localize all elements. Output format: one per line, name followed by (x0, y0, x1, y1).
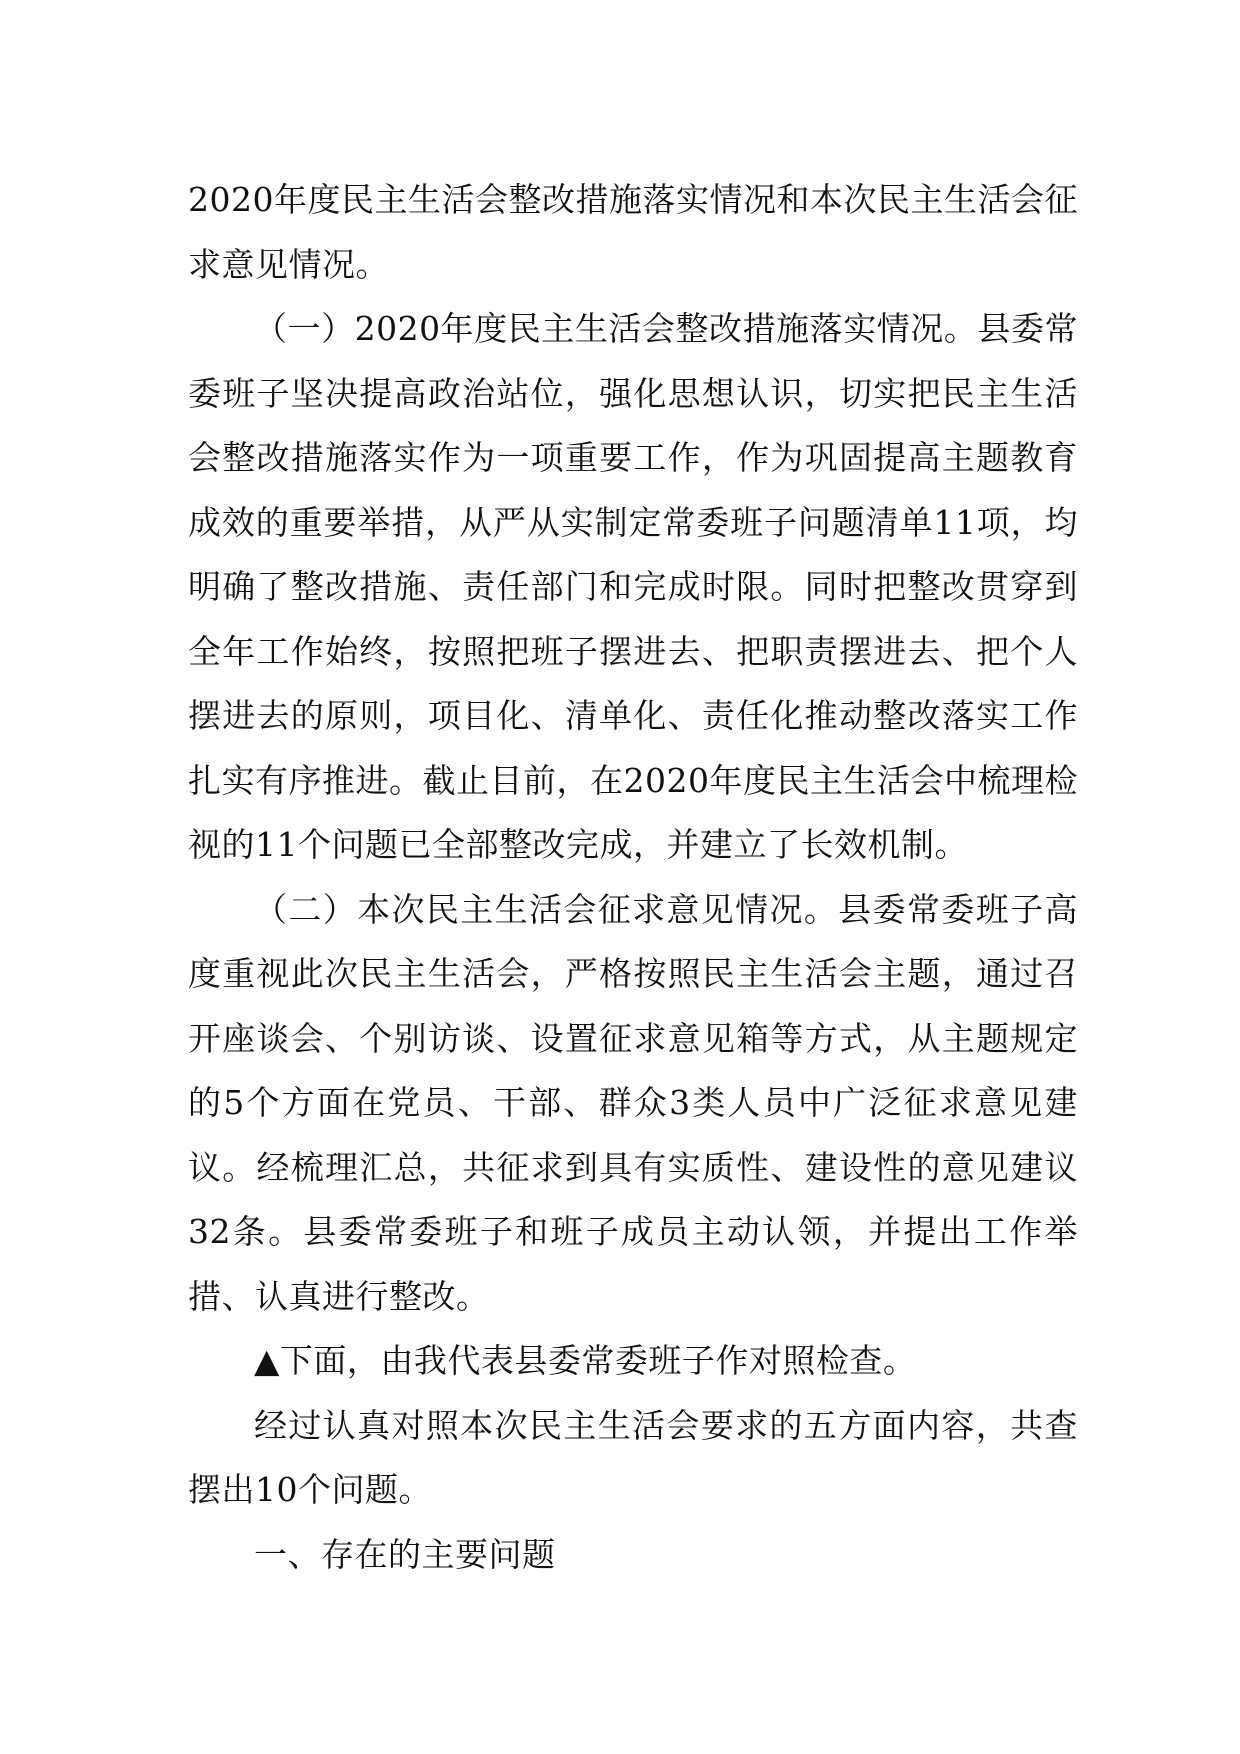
paragraph-problem-summary: 经过认真对照本次民主生活会要求的五方面内容，共查摆出10个问题。 (188, 1405, 1078, 1509)
section-heading-main-problems: 一、存在的主要问题 (254, 1534, 556, 1574)
paragraph-transition: ▲下面，由我代表县委常委班子作对照检查。 (254, 1341, 917, 1380)
paragraph-rectification-status: （一）2020年度民主生活会整改措施落实情况。县委常委班子坚决提高政治站位，强化思想认识，切实把民主生活会整改措施落实作为一项重要工作，作为巩固提高主题教育成效的重要举措，从严从实制定常委班子问题清单11项，均明确了整改措施、责任部门和完成时限。同时把整改贯穿到全年工作始终，按照把班子摆进去、把职责摆进去、把个人摆进去的原则，项目化、清单化、责任化推动整改落实工作扎实有序推进。截止目前，在2020年度民主生活会中梳理检视的11个问题已全部整改完成，并建立了长效机制。 (188, 309, 1078, 864)
document-body (188, 168, 1078, 1587)
paragraph-intro-continuation: 2020年度民主生活会整改措施落实情况和本次民主生活会征求意见情况。 (188, 180, 1078, 284)
paragraph-opinion-collection: （二）本次民主生活会征求意见情况。县委常委班子高度重视此次民主生活会，严格按照民主生活会主题，通过召开座谈会、个别访谈、设置征求意见箱等方式，从主题规定的5个方面在党员、干部、群众3类人员中广泛征求意见建议。经梳理汇总，共征求到具有实质性、建设性的意见建议32条。县委常委班子和班子成员主动认领，并提出工作举措、认真进行整改。 (188, 889, 1078, 1316)
